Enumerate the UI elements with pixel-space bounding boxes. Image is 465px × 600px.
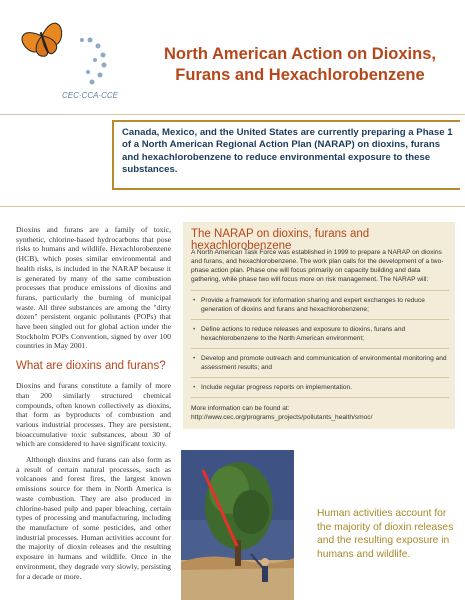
narap-heading: The NARAP on dioxins, furans and hexachlorobenzene <box>191 228 370 252</box>
more-info-link[interactable]: More information can be found at: http://www.cec.org/programs_projects/pollutants_health/smoc/ <box>191 405 373 421</box>
page-title <box>150 44 450 86</box>
intro-paragraph: Dioxins and furans are a family of toxic, synthetic, chlorine-based hydrocarbons that pose risks to humans and wildlife. Hexachlorobenzene (HCB), which poses similar environmental and health risks, is included in the NARAP because it is generated by many of the same combustion processes that produce emissions of dioxins and furans, particularly the burning of municipal waste. All three substances are among the "dirty dozen" persistent organic pollutants (POPs) that have been singled out for global action under the Stockholm POPs Convention, signed by over 100 countries in May 2001. <box>16 225 171 351</box>
narap-body <box>191 248 449 422</box>
narap-sidebar <box>183 222 455 429</box>
lead-bottom-rule <box>0 206 465 207</box>
svg-text:CEC·CCA·CCE: CEC·CCA·CCE <box>62 91 118 100</box>
body-paragraph-1: Dioxins and furans constitute a family of more than 200 similarly structured chemical compounds, often known collectively as dioxins, that form as byproducts of combustion and various industrial processes. They are persistent, bioaccumulative toxic substances, about 30 of which are considered to have significant toxicity. <box>16 381 171 449</box>
lead-top-rule <box>0 114 465 115</box>
list-item: • Define actions to reduce releases and exposure to dioxins, furans and hexachlorobenzene to the North American environment; <box>191 319 449 348</box>
list-item: • Develop and promote outreach and communication of environmental monitoring and assessment results; and <box>191 348 449 377</box>
title-line-2: Furans and Hexachlorobenzene <box>175 66 425 84</box>
page-header <box>0 0 465 112</box>
left-column <box>16 225 171 581</box>
lead-paragraph: Canada, Mexico, and the United States are currently preparing a Phase 1 of a North American Regional Action Plan (NARAP) on dioxins, furans and hexachlorobenzene to reduce environmental exposure to these substances. <box>122 127 453 175</box>
narap-list <box>191 290 449 398</box>
body-paragraph-2: Although dioxins and furans can also form as a result of certain natural processes, such as volcanoes and forest fires, the largest known emissions source for them in North America is waste combustion. They are also produced in chlorine-based pulp and paper bleaching, certain types of processing and manufacturing, including the manufacture of some pesticides, and other industrial processes. Human activities account for the majority of dioxin releases and the resulting exposure in humans and wildlife. Once in the environment, they degrade very slowly, persisting for a decade or more. <box>16 455 171 581</box>
tree-illustration <box>181 450 294 600</box>
cec-butterfly-logo <box>20 20 130 105</box>
list-item: • Include regular progress reports on implementation. <box>191 377 449 398</box>
narap-intro: A North American Task Force was established in 1999 to prepare a NARAP on dioxins and furans, and hexachlorobenzene. The work plan calls for the development of a two-phase action plan. Phase one will focus primarily on capacity building and data gathering, while phase two will focus more on risk management. The NARAP will: <box>191 249 444 283</box>
pull-quote: Human activities account for the majority of dioxin releases and the resulting exposure in humans and wildlife. <box>317 508 454 560</box>
title-line-1: North American Action on Dioxins, <box>164 45 436 63</box>
list-item: • Provide a framework for information sharing and expert exchanges to reduce generation of dioxins and furans and hexachlorobenzene; <box>191 290 449 319</box>
section-heading: What are dioxins and furans? <box>16 360 166 373</box>
